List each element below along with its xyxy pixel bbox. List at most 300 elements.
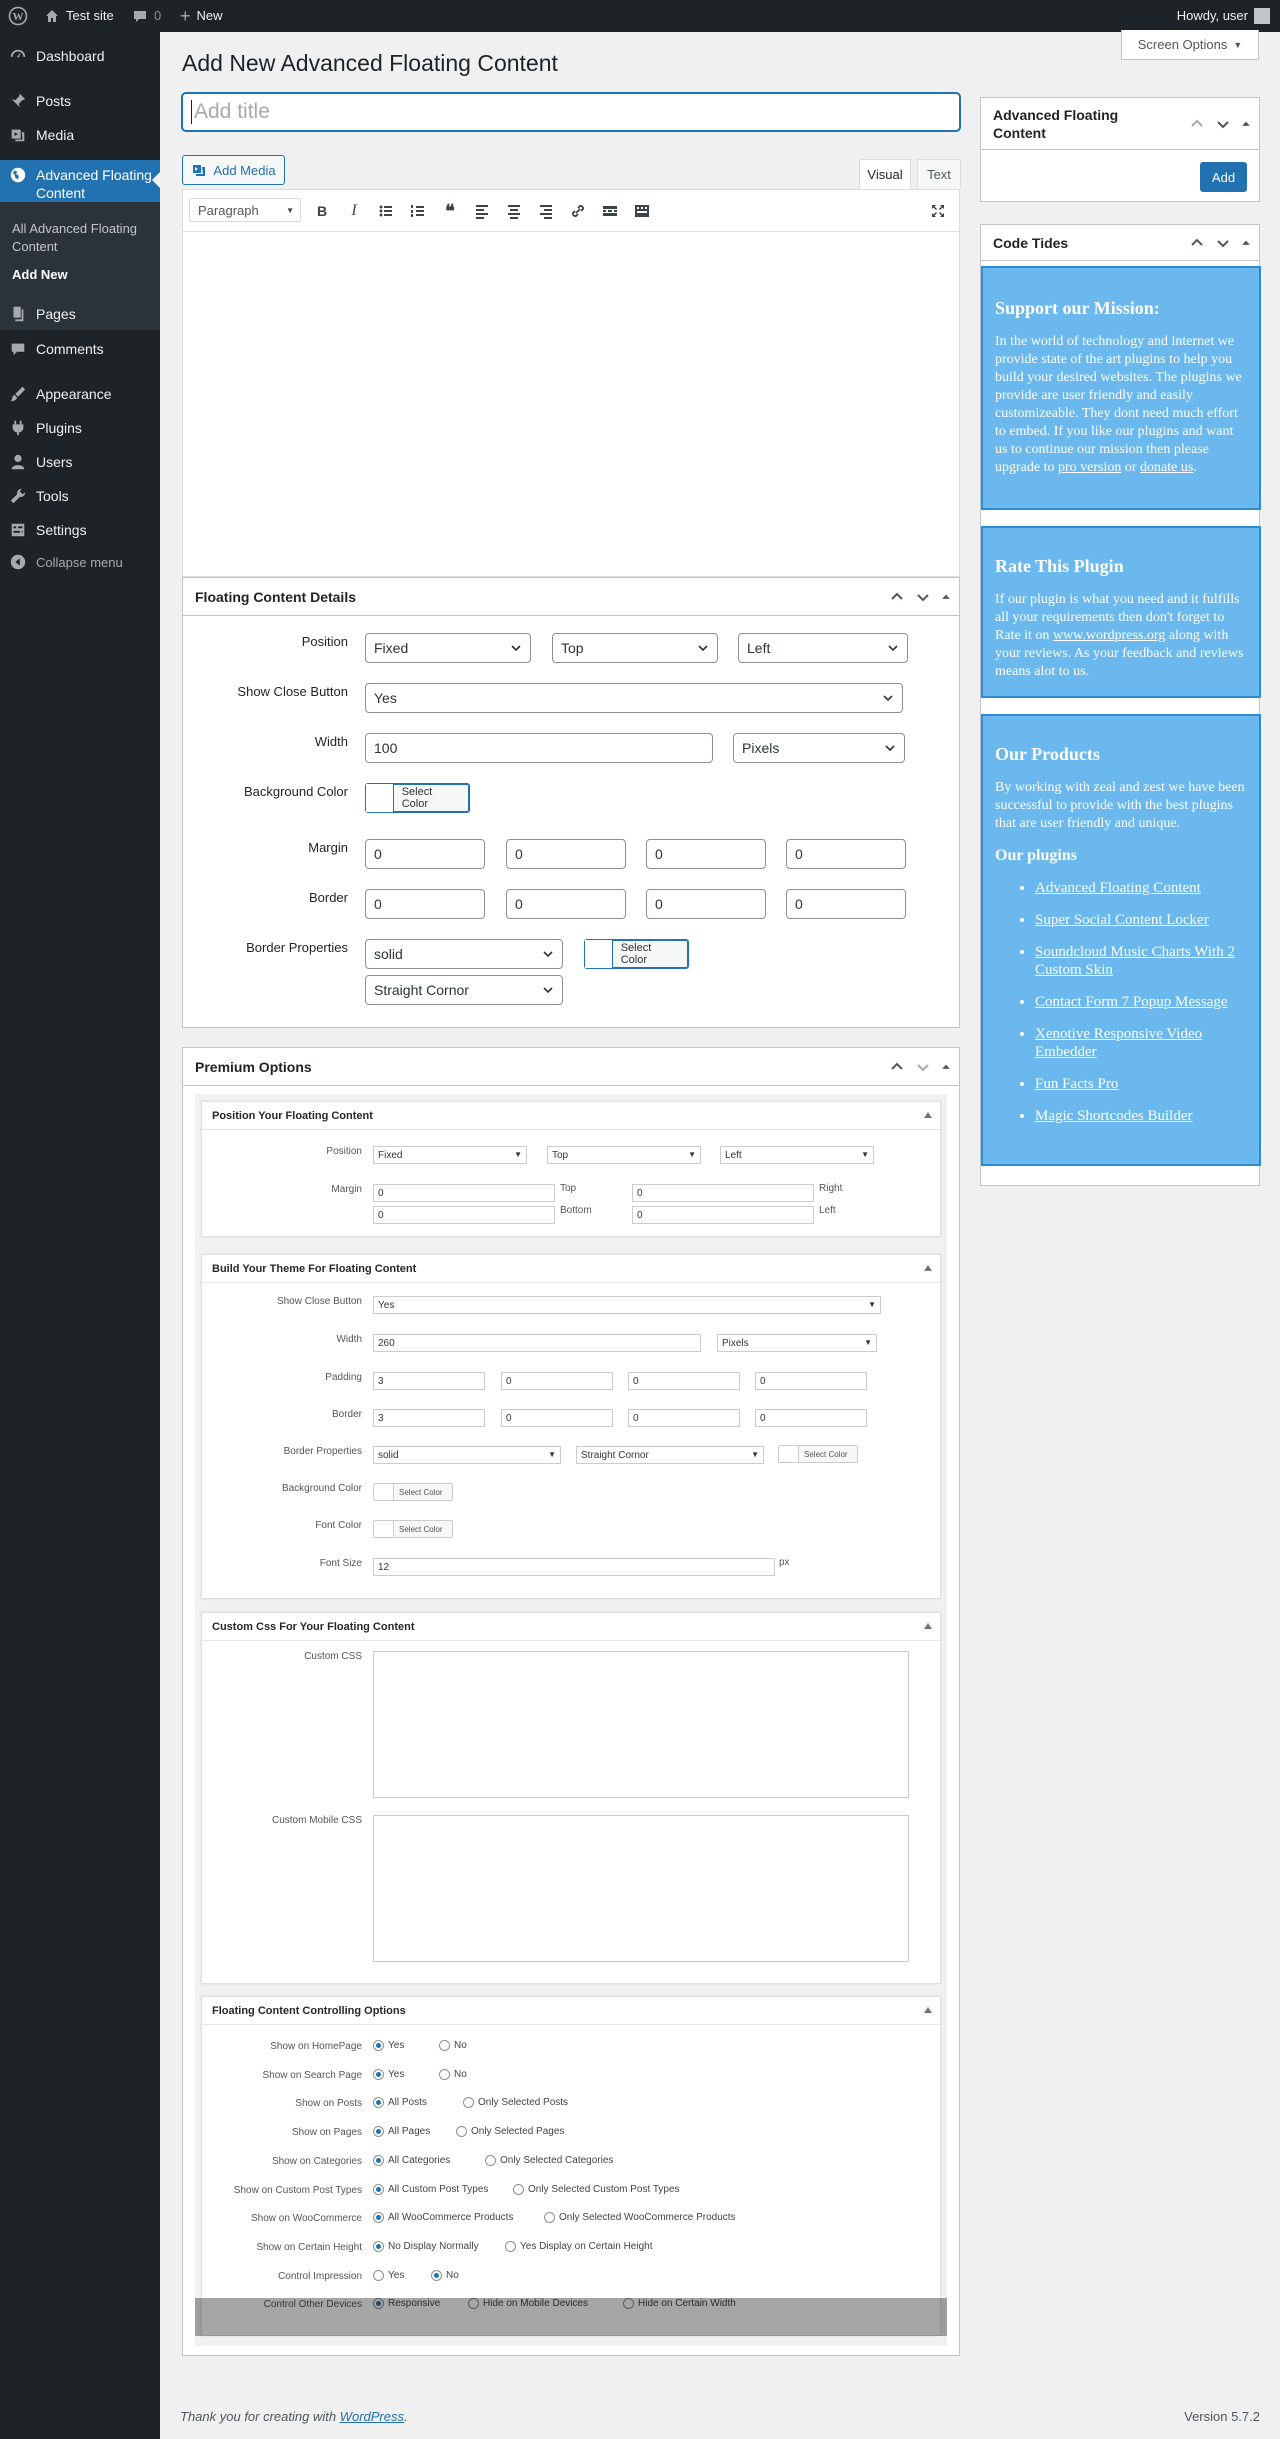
top-label: Top — [560, 1183, 577, 1194]
sidebar-item-comments[interactable] — [0, 337, 160, 361]
caret-down-icon: ▼ — [548, 1450, 556, 1459]
show-close-value: Yes — [374, 690, 397, 706]
sidebar-item-label: Media — [36, 127, 75, 143]
account-menu[interactable] — [1177, 0, 1270, 32]
quote-icon[interactable]: ❝ — [445, 200, 455, 221]
new-content-link[interactable] — [180, 0, 223, 32]
align-right-icon[interactable] — [535, 200, 557, 222]
radio-button[interactable] — [439, 2040, 450, 2051]
settings-icon — [0, 521, 36, 539]
border-input-4[interactable]: 0 — [755, 1409, 867, 1427]
radio-label: Only Selected Categories — [500, 2154, 614, 2166]
control-radio-option[interactable] — [373, 2126, 430, 2137]
add-media-button[interactable] — [182, 155, 285, 185]
add-media-label: Add Media — [213, 162, 276, 178]
padding-input-1[interactable]: 3 — [373, 1372, 485, 1390]
caret-down-icon: ▼ — [514, 1150, 522, 1159]
collapse-icon — [0, 553, 36, 571]
control-row-label: Show on WooCommerce — [251, 2213, 362, 2225]
radio-button[interactable] — [373, 2155, 384, 2166]
select-color-label: Select Color — [399, 1487, 443, 1497]
radio-label: No — [454, 2040, 467, 2051]
background-color-picker[interactable] — [365, 783, 470, 813]
radio-button[interactable] — [373, 2270, 384, 2281]
support-mission-panel — [981, 266, 1261, 510]
bottom-overlay — [195, 2298, 947, 2336]
new-label: New — [196, 8, 223, 23]
numbered-list-icon[interactable] — [407, 200, 429, 222]
control-radio-option[interactable] — [463, 2097, 568, 2108]
sidebar-item-label: Collapse menu — [36, 554, 123, 570]
plugin-link[interactable]: Magic Shortcodes Builder — [1035, 1108, 1193, 1124]
custom-css-section — [201, 1612, 941, 1984]
position-select-value: Fixed — [374, 640, 409, 656]
comment-icon — [0, 340, 36, 358]
color-swatch — [585, 940, 613, 968]
chevron-down-icon[interactable] — [1215, 235, 1231, 251]
collapse-triangle-icon[interactable] — [924, 1622, 932, 1630]
postbox-header — [981, 225, 1259, 261]
width-unit-select[interactable] — [717, 1334, 877, 1352]
admin-bar — [0, 0, 1280, 32]
sidebar-item-users[interactable] — [0, 450, 160, 474]
plugin-link[interactable]: Soundcloud Music Charts With 2 Custom Skin — [1035, 944, 1235, 978]
radio-label: All Posts — [388, 2097, 427, 2109]
tab-text[interactable]: Text — [917, 159, 961, 189]
custom-mobile-css-textarea[interactable] — [373, 1815, 909, 1962]
radio-label: Only Selected Posts — [478, 2097, 569, 2109]
wordpress-logo-icon[interactable] — [8, 0, 28, 32]
chevron-down-icon[interactable] — [915, 589, 931, 605]
plugin-list-item — [1035, 1025, 1249, 1061]
border-color-picker[interactable] — [778, 1445, 858, 1463]
sidebar-item-appearance[interactable] — [0, 382, 160, 406]
horizontal-position-select[interactable] — [720, 1146, 874, 1164]
postbox-header — [981, 98, 1259, 150]
margin-right-input[interactable]: 0 — [632, 1184, 814, 1202]
radio-label: Yes — [388, 2040, 405, 2051]
control-radio-option[interactable] — [456, 2126, 564, 2137]
control-radio-option[interactable] — [373, 2097, 427, 2108]
select-color-label: Select Color — [804, 1449, 848, 1459]
sidebar-item-label: Dashboard — [36, 48, 105, 64]
collapse-menu-button[interactable] — [0, 550, 160, 574]
chevron-down-icon — [884, 742, 896, 754]
wordpress-org-link[interactable]: www.wordpress.org — [1052, 628, 1166, 643]
collapse-triangle-icon[interactable] — [924, 1264, 932, 1272]
control-radio-option[interactable] — [513, 2184, 680, 2195]
home-icon — [44, 8, 60, 24]
plus-icon: + — [180, 6, 191, 26]
collapse-triangle-icon[interactable] — [924, 1111, 932, 1119]
radio-button[interactable] — [373, 2212, 384, 2223]
radio-button[interactable] — [505, 2241, 516, 2252]
radio-label: All Categories — [388, 2154, 451, 2166]
plugin-icon — [0, 419, 36, 437]
border-input-3[interactable]: 0 — [646, 889, 766, 919]
sidebar-item-advanced-floating-content[interactable] — [0, 160, 160, 202]
radio-label: Only Selected Pages — [471, 2126, 565, 2138]
margin-label: Margin — [308, 840, 348, 855]
position-label: Position — [301, 634, 348, 649]
user-icon — [0, 453, 36, 471]
sidebar-item-posts[interactable] — [0, 89, 160, 113]
caret-down-icon: ▼ — [751, 1450, 759, 1459]
sidebar-item-dashboard[interactable] — [0, 44, 160, 68]
margin-top-input[interactable]: 0 — [373, 1184, 555, 1202]
sidebar-item-media[interactable] — [0, 123, 160, 147]
fullscreen-icon[interactable] — [927, 200, 949, 222]
collapse-triangle-icon[interactable] — [1241, 235, 1251, 251]
radio-button[interactable] — [373, 2184, 384, 2195]
section-title: Build Your Theme For Floating Content — [212, 1262, 417, 1275]
theme-section — [201, 1254, 941, 1599]
control-radio-option[interactable] — [439, 2040, 467, 2051]
control-radio-option[interactable] — [544, 2212, 736, 2223]
sidebar-item-label: Posts — [36, 93, 72, 109]
sidebar-item-plugins[interactable] — [0, 416, 160, 440]
radio-label: All Pages — [388, 2126, 431, 2138]
control-row-label: Show on Pages — [291, 2127, 362, 2139]
control-radio-option[interactable] — [373, 2069, 404, 2080]
padding-input-2[interactable]: 0 — [501, 1372, 613, 1390]
section-header — [202, 1255, 940, 1283]
custom-css-textarea[interactable] — [373, 1651, 909, 1798]
sidebar-item-label: Settings — [36, 522, 87, 538]
products-text: By working with zeal and zest we have been successful to provide with the best plugins that are user friendly and unique. — [995, 780, 1245, 831]
plugin-list-item — [1035, 879, 1249, 897]
horizontal-position-value: Left — [747, 640, 771, 656]
toolbar-toggle-icon[interactable] — [631, 200, 653, 222]
width-input[interactable]: 260 — [373, 1334, 701, 1352]
select-value: Fixed — [378, 1149, 403, 1161]
control-row-label: Show on Search Page — [262, 2069, 362, 2081]
radio-label: Only Selected Custom Post Types — [528, 2183, 680, 2195]
add-button-label: Add — [1211, 169, 1236, 185]
custom-mobile-css-label: Custom Mobile CSS — [271, 1815, 362, 1826]
width-input[interactable]: 100 — [365, 733, 713, 763]
margin-input-1[interactable]: 0 — [365, 839, 485, 869]
control-row-label: Show on Categories — [271, 2155, 362, 2167]
post-title-input[interactable] — [182, 93, 960, 131]
vertical-position-select[interactable] — [552, 633, 718, 663]
background-color-picker[interactable] — [373, 1483, 453, 1501]
chevron-up-icon[interactable] — [1189, 116, 1205, 132]
border-input-4[interactable]: 0 — [786, 889, 906, 919]
postbox-header — [183, 578, 959, 616]
or-text: or — [1124, 460, 1137, 475]
page-icon — [0, 305, 36, 323]
link-icon[interactable] — [567, 200, 589, 222]
color-swatch — [779, 1446, 799, 1462]
caret-down-icon: ▼ — [861, 1150, 869, 1159]
content-editor[interactable] — [182, 189, 960, 577]
chevron-down-icon — [697, 642, 709, 654]
margin-left-input[interactable]: 0 — [632, 1206, 814, 1224]
right-label: Right — [819, 1183, 843, 1194]
donate-link[interactable]: donate us — [1140, 460, 1194, 475]
bullet-list-icon[interactable] — [375, 200, 397, 222]
radio-button[interactable] — [456, 2126, 467, 2137]
border-input-1[interactable]: 3 — [373, 1409, 485, 1427]
control-radio-option[interactable] — [373, 2184, 488, 2195]
radio-button[interactable] — [373, 2241, 384, 2252]
collapse-triangle-icon[interactable] — [924, 2006, 932, 2014]
position-section — [201, 1101, 941, 1237]
sidebar-active-arrow — [152, 172, 160, 188]
show-close-select[interactable] — [365, 683, 903, 713]
rate-body-2: along with your reviews. As your feedback and reviews means alot to us. — [995, 628, 1244, 679]
control-radio-option[interactable] — [485, 2155, 613, 2166]
section-header — [202, 1102, 940, 1130]
font-color-picker[interactable] — [373, 1520, 453, 1538]
plugin-link[interactable]: Advanced Floating Content — [1035, 880, 1201, 896]
title-placeholder: Add title — [194, 100, 270, 123]
sidebar-item-label: Users — [36, 454, 73, 470]
floating-content-details-box — [182, 577, 960, 1028]
border-properties-label: Border Properties — [246, 940, 348, 955]
show-close-select[interactable] — [373, 1296, 881, 1314]
padding-label: Padding — [325, 1372, 362, 1383]
plugin-list — [995, 879, 1249, 1125]
dashboard-icon — [0, 47, 36, 65]
radio-button[interactable] — [485, 2155, 496, 2166]
section-header — [202, 1613, 940, 1641]
plugin-link[interactable]: Super Social Content Locker — [1035, 912, 1209, 928]
page-title: Add New Advanced Floating Content — [182, 50, 558, 76]
cursor — [191, 100, 192, 124]
chevron-up-icon[interactable] — [1189, 235, 1205, 251]
wrench-icon — [0, 487, 36, 505]
control-row-label: Show on HomePage — [270, 2041, 362, 2052]
media-icon — [0, 126, 36, 144]
sidebar-item-label: Comments — [36, 341, 104, 357]
border-corner-select[interactable] — [576, 1446, 764, 1464]
control-radio-option[interactable] — [373, 2212, 513, 2223]
select-value: Straight Cornor — [581, 1449, 649, 1461]
section-header — [202, 1997, 940, 2025]
chevron-down-icon — [542, 984, 554, 996]
plugin-list-item — [1035, 1107, 1249, 1125]
avatar — [1254, 8, 1270, 24]
control-radio-option[interactable] — [373, 2040, 404, 2051]
pin-icon — [0, 92, 36, 110]
border-input-2[interactable]: 0 — [501, 1409, 613, 1427]
radio-label: Yes — [388, 2068, 405, 2080]
margin-input-4[interactable]: 0 — [786, 839, 906, 869]
radio-button[interactable] — [373, 2126, 384, 2137]
postbox-header — [183, 1048, 959, 1086]
font-size-input[interactable]: 12 — [373, 1558, 775, 1576]
plugin-link[interactable]: Fun Facts Pro — [1035, 1076, 1119, 1092]
control-radio-option[interactable] — [373, 2241, 479, 2252]
plugin-link[interactable]: Xenotive Responsive Video Embedder — [1035, 1026, 1203, 1060]
margin-bottom-input[interactable]: 0 — [373, 1206, 555, 1224]
plugin-list-item — [1035, 943, 1249, 979]
section-title: Position Your Floating Content — [212, 1109, 373, 1122]
radio-label: Hide on Certain Width — [638, 2298, 736, 2310]
border-corner-select[interactable] — [365, 975, 563, 1005]
rate-body-1: If our plugin is what you need and it fulfills all your requirements then don't forget to Rate it on — [995, 592, 1240, 643]
control-radio-option[interactable] — [439, 2069, 467, 2080]
postbox-title: Floating Content Details — [195, 588, 356, 605]
sidebar-item-pages[interactable] — [0, 302, 160, 326]
radio-label: Yes — [388, 2269, 405, 2281]
position-select[interactable] — [373, 1146, 527, 1164]
footer-version: Version 5.7.2 — [1184, 2409, 1260, 2424]
padding-input-3[interactable]: 0 — [628, 1372, 740, 1390]
color-swatch — [374, 1484, 394, 1500]
pro-version-link[interactable]: pro version — [1057, 460, 1122, 475]
radio-label: Yes Display on Certain Height — [520, 2240, 653, 2252]
border-input-2[interactable]: 0 — [506, 889, 626, 919]
chevron-down-icon[interactable] — [915, 1059, 931, 1075]
select-value: solid — [378, 1449, 399, 1461]
wordpress-link[interactable]: WordPress — [339, 2409, 404, 2424]
caret-down-icon: ▼ — [868, 1300, 876, 1309]
sidebar-item-label: Plugins — [36, 420, 82, 436]
tab-visual[interactable]: Visual — [859, 159, 911, 189]
sidebar-item-tools[interactable] — [0, 484, 160, 508]
comments-link[interactable] — [132, 0, 161, 32]
mission-heading: Support our Mission: — [995, 298, 1160, 318]
horizontal-position-select[interactable] — [738, 633, 908, 663]
select-color-label: Select Color — [399, 1524, 443, 1534]
control-radio-option[interactable] — [505, 2241, 652, 2252]
control-radio-option[interactable] — [373, 2155, 450, 2166]
chevron-up-icon[interactable] — [889, 589, 905, 605]
vertical-position-select[interactable] — [547, 1146, 701, 1164]
margin-input-3[interactable]: 0 — [646, 839, 766, 869]
caret-down-icon: ▼ — [1233, 39, 1243, 50]
select-value: Left — [725, 1149, 742, 1161]
comment-icon — [132, 8, 148, 24]
section-title: Custom Css For Your Floating Content — [212, 1620, 415, 1633]
bottom-label: Bottom — [560, 1205, 592, 1216]
color-swatch — [374, 1521, 394, 1537]
radio-button[interactable] — [544, 2212, 555, 2223]
premium-options-box — [182, 1047, 960, 2356]
align-center-icon[interactable] — [503, 200, 525, 222]
control-radio-option[interactable] — [373, 2270, 404, 2281]
plugins-heading: Our plugins — [995, 847, 1077, 864]
align-left-icon[interactable] — [471, 200, 493, 222]
radio-button[interactable] — [373, 2097, 384, 2108]
control-row-label: Control Other Devices — [263, 2299, 362, 2311]
control-row-label: Show on Posts — [295, 2098, 362, 2110]
chevron-down-icon — [542, 948, 554, 960]
collapse-triangle-icon[interactable] — [941, 1059, 951, 1075]
show-close-label: Show Close Button — [237, 684, 348, 699]
border-color-picker[interactable] — [584, 939, 689, 969]
width-unit-select[interactable] — [733, 733, 905, 763]
italic-icon[interactable]: I — [351, 202, 357, 219]
postbox-title: Advanced Floating Content — [993, 106, 1119, 141]
admin-sidebar — [0, 32, 160, 2439]
radio-button[interactable] — [463, 2097, 474, 2108]
radio-label: All WooCommerce Products — [388, 2212, 514, 2224]
border-corner-value: Straight Cornor — [374, 982, 469, 998]
sidebar-item-settings[interactable] — [0, 518, 160, 542]
margin-input-2[interactable]: 0 — [506, 839, 626, 869]
add-button[interactable] — [1200, 162, 1247, 192]
svg-text:W: W — [12, 11, 24, 23]
caret-down-icon: ▼ — [864, 1338, 872, 1347]
border-style-select[interactable] — [365, 939, 563, 969]
chevron-up-icon[interactable] — [889, 1059, 905, 1075]
radio-button[interactable] — [373, 2069, 384, 2080]
media-icon — [191, 162, 207, 178]
radio-label: Responsive — [388, 2298, 441, 2310]
read-more-icon[interactable] — [599, 200, 621, 222]
border-properties-label: Border Properties — [283, 1446, 362, 1457]
plugin-list-item — [1035, 993, 1249, 1011]
control-radio-option[interactable] — [431, 2270, 459, 2281]
brush-icon — [0, 385, 36, 403]
radio-label: Hide on Mobile Devices — [483, 2298, 589, 2310]
footer-thanks — [180, 2409, 408, 2424]
sidebar-item-label: Pages — [36, 306, 76, 322]
control-row-label: Show on Certain Height — [256, 2241, 362, 2253]
vertical-position-value: Top — [561, 640, 584, 656]
chevron-down-icon — [510, 642, 522, 654]
radio-button[interactable] — [439, 2069, 450, 2080]
sidebar-item-label: Advanced Floating Content — [36, 167, 152, 201]
border-input-1[interactable]: 0 — [365, 889, 485, 919]
howdy-text: Howdy, user — [1176, 8, 1248, 23]
collapse-triangle-icon[interactable] — [1241, 116, 1251, 132]
site-name-link[interactable] — [44, 0, 114, 32]
border-style-select[interactable] — [373, 1446, 561, 1464]
plugin-link[interactable]: Contact Form 7 Popup Message — [1035, 994, 1228, 1010]
rate-plugin-panel — [981, 526, 1261, 698]
bold-icon[interactable]: B — [316, 203, 328, 219]
products-heading: Our Products — [995, 744, 1100, 764]
radio-label: All Custom Post Types — [388, 2183, 489, 2195]
control-row-label: Show on Custom Post Types — [233, 2184, 362, 2196]
format-select[interactable] — [189, 198, 301, 222]
custom-css-label: Custom CSS — [304, 1651, 362, 1662]
position-select[interactable] — [365, 633, 531, 663]
show-close-label: Show Close Button — [276, 1296, 362, 1307]
chevron-down-icon[interactable] — [1215, 116, 1231, 132]
border-input-3[interactable]: 0 — [628, 1409, 740, 1427]
radio-label: No — [454, 2068, 467, 2080]
rate-text — [995, 591, 1249, 681]
mission-text — [995, 333, 1249, 477]
submenu-item-all[interactable]: All Advanced Floating Content — [12, 221, 138, 254]
radio-button[interactable] — [373, 2040, 384, 2051]
radio-label: Only Selected WooCommerce Products — [559, 2212, 736, 2224]
padding-input-4[interactable]: 0 — [755, 1372, 867, 1390]
collapse-triangle-icon[interactable] — [941, 589, 951, 605]
select-color-label: Select Color — [401, 786, 433, 810]
submenu-item-add-new[interactable]: Add New — [12, 267, 68, 282]
radio-label: No — [446, 2269, 459, 2281]
width-label: Width — [314, 734, 348, 749]
period: . — [1193, 460, 1197, 475]
radio-button[interactable] — [513, 2184, 524, 2195]
background-color-label: Background Color — [281, 1483, 362, 1494]
select-color-label: Select Color — [620, 942, 652, 966]
width-label: Width — [336, 1334, 362, 1345]
globe-icon — [0, 166, 36, 184]
screen-options-button[interactable] — [1121, 30, 1259, 60]
footer-thanks-text: Thank you for creating with — [180, 2409, 337, 2424]
radio-button[interactable] — [431, 2270, 442, 2281]
chevron-down-icon — [882, 692, 894, 704]
postbox-title: Code Tides — [993, 234, 1069, 251]
